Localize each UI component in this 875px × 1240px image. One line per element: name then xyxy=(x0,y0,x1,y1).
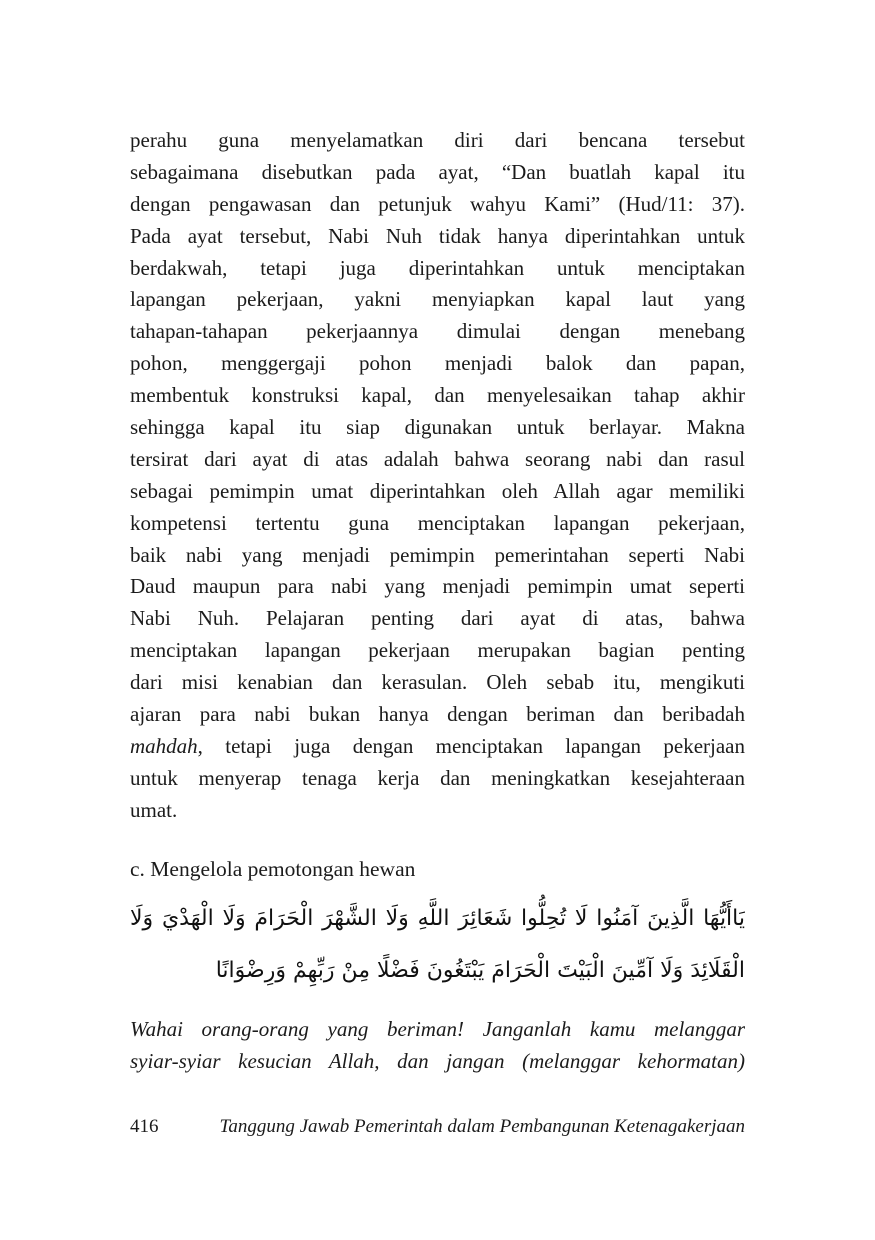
verse-translation xyxy=(130,1013,745,1077)
arabic-verse xyxy=(130,893,745,997)
paragraph-line: baik nabi yang menjadi pemimpin pemerintahan seperti Nabi xyxy=(130,542,745,567)
paragraph-line: Pada ayat tersebut, Nabi Nuh tidak hanya diperintahkan untuk xyxy=(130,223,745,248)
paragraph-line: tersirat dari ayat di atas adalah bahwa seorang nabi dan rasul xyxy=(130,446,745,471)
paragraph-line: kompetensi tertentu guna menciptakan lapangan pekerjaan, xyxy=(130,510,745,535)
paragraph-line: dari misi kenabian dan kerasulan. Oleh sebab itu, mengikuti xyxy=(130,670,745,695)
page-number: 416 xyxy=(130,1115,159,1137)
paragraph-line: lapangan pekerjaan, yakni menyiapkan kapal laut yang xyxy=(130,287,745,312)
paragraph-line-text: , tetapi juga dengan menciptakan lapangan pekerjaan xyxy=(197,733,745,758)
footer-running-title: Tanggung Jawab Pemerintah dalam Pembangunan Ketenagakerjaan xyxy=(219,1115,745,1137)
arabic-verse-line: الْقَلَائِدَ وَلَا آمِّينَ الْبَيْتَ الْحَرَامَ يَبْتَغُونَ فَضْلًا مِنْ رَبِّهِمْ وَرِضْوَانًا xyxy=(215,957,745,983)
body-paragraph xyxy=(130,125,745,827)
paragraph-line: dengan pengawasan dan petunjuk wahyu Kami” (Hud/11: 37). xyxy=(130,191,745,216)
paragraph-line: umat. xyxy=(130,797,178,822)
paragraph-line: Nabi Nuh. Pelajaran penting dari ayat di atas, bahwa xyxy=(130,606,745,631)
paragraph-line: sebagaimana disebutkan pada ayat, “Dan buatlah kapal itu xyxy=(130,159,745,184)
paragraph-line: ajaran para nabi bukan hanya dengan beriman dan beribadah xyxy=(130,702,745,727)
translation-line: syiar-syiar kesucian Allah, dan jangan (melanggar kehormatan) xyxy=(130,1048,745,1073)
paragraph-line: sehingga kapal itu siap digunakan untuk berlayar. Makna xyxy=(130,415,745,440)
paragraph-line: berdakwah, tetapi juga diperintahkan untuk menciptakan xyxy=(130,255,745,280)
paragraph-line: tahapan-tahapan pekerjaannya dimulai dengan menebang xyxy=(130,319,745,344)
section-heading: c. Mengelola pemotongan hewan xyxy=(130,856,416,881)
translation-line: Wahai orang-orang yang beriman! Janganlah kamu melanggar xyxy=(130,1016,745,1041)
paragraph-line: Daud maupun para nabi yang menjadi pemimpin umat seperti xyxy=(130,574,745,599)
paragraph-line: perahu guna menyelamatkan diri dari bencana tersebut xyxy=(130,128,745,152)
paragraph-line xyxy=(130,731,745,763)
paragraph-line: pohon, menggergaji pohon menjadi balok dan papan, xyxy=(130,351,745,376)
italic-term: mahdah xyxy=(130,733,198,758)
arabic-verse-line: يَاأَيُّهَا الَّذِينَ آمَنُوا لَا تُحِلُّوا شَعَائِرَ اللَّهِ وَلَا الشَّهْرَ الْحَرَامَ وَلَا الْهَدْيَ وَلَا xyxy=(130,905,745,931)
paragraph-line: untuk menyerap tenaga kerja dan meningkatkan kesejahteraan xyxy=(130,765,745,790)
paragraph-line: menciptakan lapangan pekerjaan merupakan bagian penting xyxy=(130,638,745,663)
paragraph-line: sebagai pemimpin umat diperintahkan oleh Allah agar memiliki xyxy=(130,478,745,503)
page-footer xyxy=(130,1115,745,1139)
paragraph-line: membentuk konstruksi kapal, dan menyelesaikan tahap akhir xyxy=(130,383,745,408)
